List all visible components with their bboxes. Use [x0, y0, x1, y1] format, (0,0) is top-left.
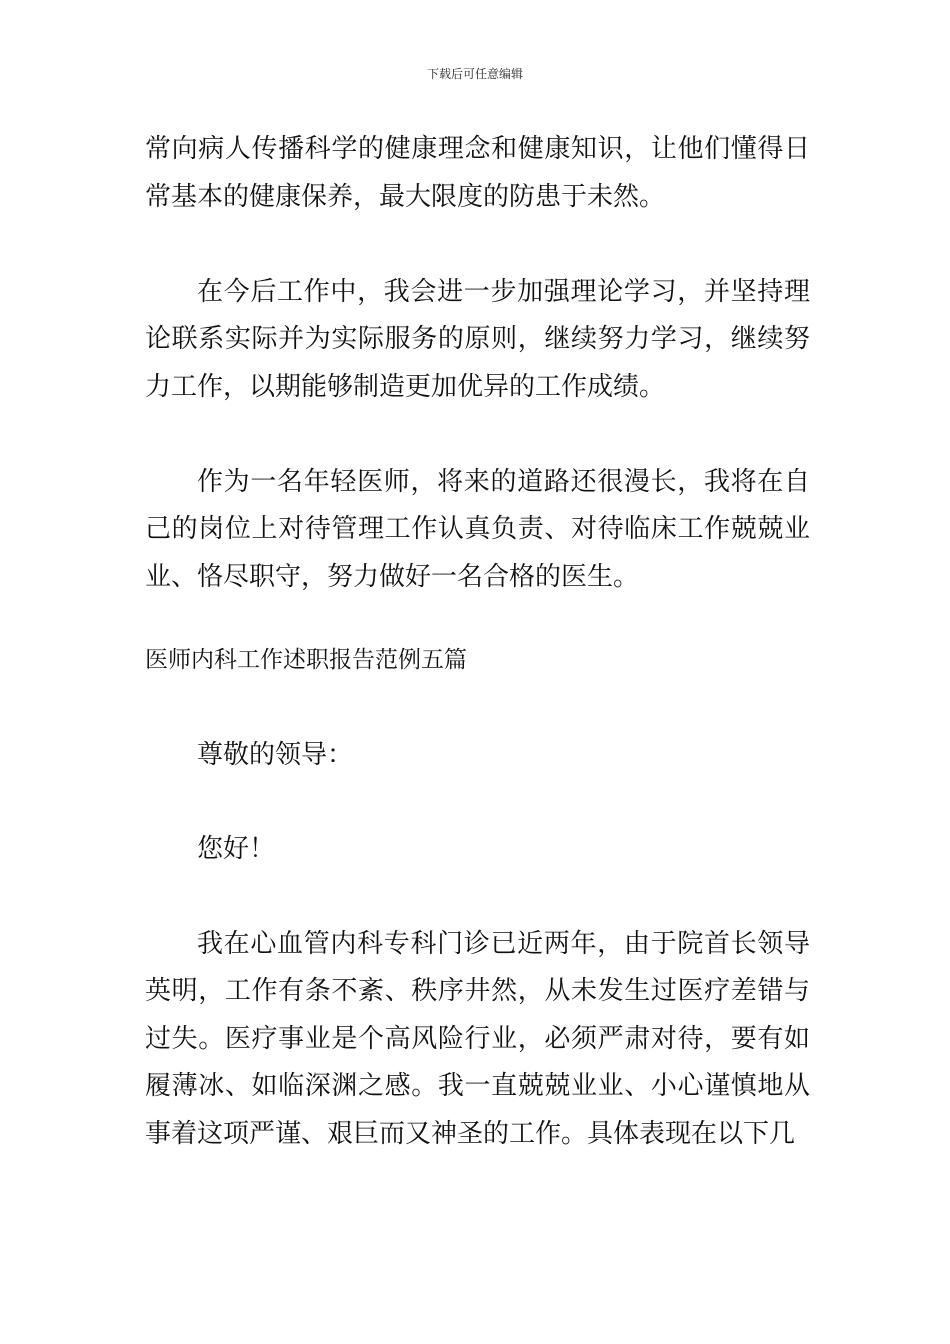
greeting: 您好！ [197, 834, 276, 864]
salutation: 尊敬的领导： [197, 739, 354, 770]
paragraph-future-work: 在今后工作中，我会进一步加强理论学习，并坚持理论联系实际并为实际服务的原则，继续努力学习，继续努力工作，以期能够制造更加优异的工作成绩。 [145, 276, 810, 402]
document-body [145, 126, 810, 1158]
paragraph-health-knowledge: 常向病人传播科学的健康理念和健康知识，让他们懂得日常基本的健康保养，最大限度的防患于未然。 [145, 134, 810, 212]
section-title: 医师内科工作述职报告范例五篇 [145, 647, 467, 673]
paragraph-young-doctor: 作为一名年轻医师，将来的道路还很漫长，我将在自己的岗位上对待管理工作认真负责、对待临床工作兢兢业业、恪尽职守，努力做好一名合格的医生。 [145, 466, 810, 592]
page-header: 下载后可任意编辑 [426, 67, 523, 81]
paragraph-cardiology-clinic: 我在心血管内科专科门诊已近两年，由于院首长领导英明，工作有条不紊、秩序井然，从未发生过医疗差错与过失。医疗事业是个高风险行业，必须严肃对待，要有如履薄冰、如临深渊之感。我一直兢兢业业、小心谨慎地从事着这项严谨、艰巨而又神圣的工作。具体表现在以下几 [145, 928, 810, 1149]
